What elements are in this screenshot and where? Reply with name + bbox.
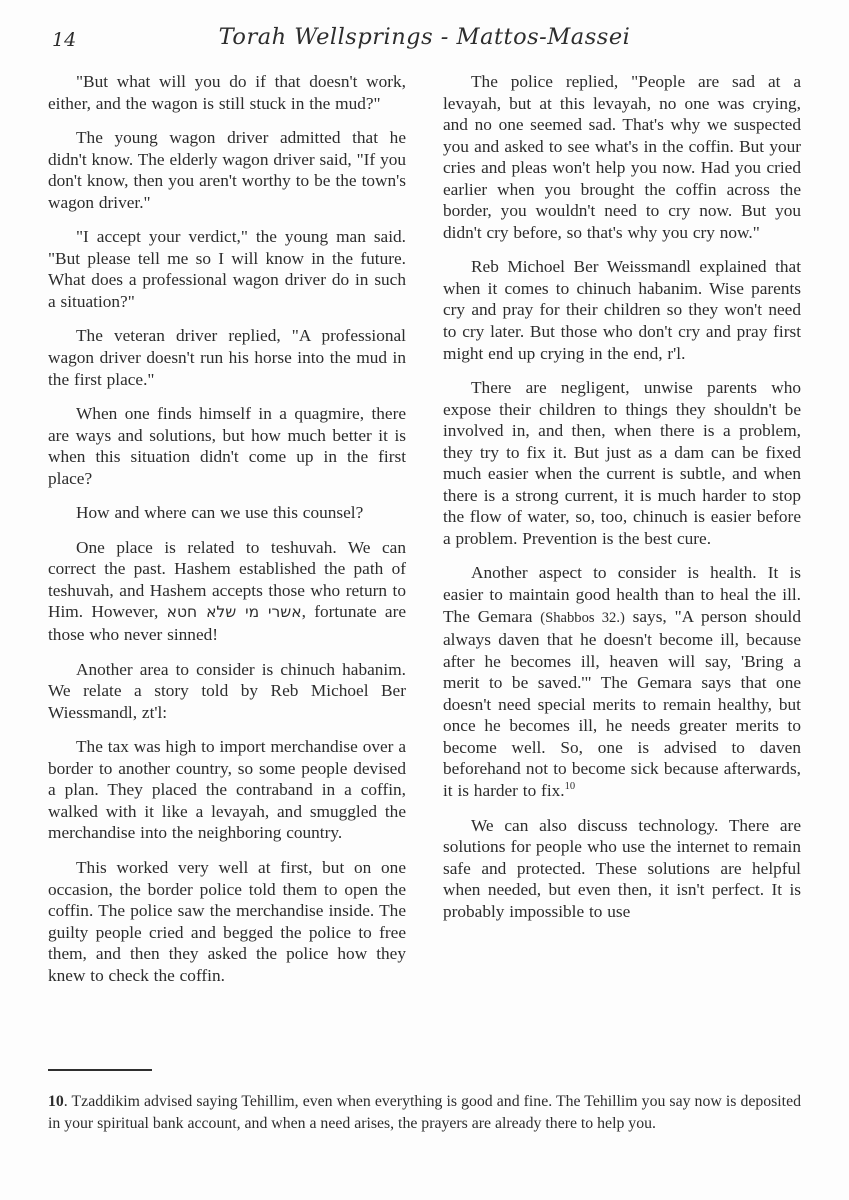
left-column (48, 71, 406, 999)
paragraph: The police replied, "People are sad at a levayah, but at this levayah, no one was crying, and no one seemed sad. That's why we suspected you and asked to see what's in the coffin. But your cries and pleas won't help you now. Had you cried earlier when you brought the coffin across the border, you wouldn't need to cry now. But you didn't cry before, so that's why you cry now." (443, 72, 801, 242)
two-column-body (48, 71, 801, 999)
paragraph: There are negligent, unwise parents who expose their children to things they shouldn't be involved in, and then, when there is a problem, they try to fix it. But just as a dam can be fixed much easier when the current is subtle, and when there is a strong current, it is much harder to stop the flow of water, so, too, chinuch is easier before a problem. Prevention is the best cure. (443, 378, 801, 548)
footnote-text: . Tzaddikim advised saying Tehillim, even when everything is good and fine. The Tehillim you say now is deposited in your spiritual bank account, and when a need arises, the prayers are already there to help you. (48, 1093, 801, 1132)
page-header (48, 24, 801, 58)
paragraph: We can also discuss technology. There are solutions for people who use the internet to remain safe and protected. These solutions are helpful when needed, but even then, it isn't perfect. It is probably impossible to use (443, 815, 801, 921)
paragraph: The tax was high to import merchandise over a border to another country, so some people devised a plan. They placed the contraband in a coffin, walked with it like a levayah, and smuggled the merchandise into the neighboring country. (48, 737, 406, 843)
paragraph: How and where can we use this counsel? (76, 503, 364, 523)
page-number: 14 (52, 29, 77, 51)
footnote (48, 1091, 801, 1134)
paragraph: This worked very well at first, but on one occasion, the border police told them to open the coffin. The police saw the merchandise inside. The guilty people cried and begged the police to free them, and then they asked the police how they knew to check the coffin. (48, 857, 406, 985)
paragraph: Reb Michoel Ber Weissmandl explained that when it comes to chinuch habanim. Wise parents cry and pray for their children so they won't need to cry later. But those who don't cry and pray first might end up crying in the end, r'l. (443, 257, 801, 363)
paragraph: When one finds himself in a quagmire, there are ways and solutions, but how much better it is when this situation didn't come up in the first place? (48, 404, 406, 488)
footnote-separator (48, 1069, 152, 1071)
paragraph: The veteran driver replied, "A professional wagon driver doesn't run his horse into the mud in the first place." (48, 326, 406, 389)
paragraph: One place is related to teshuvah. We can correct the past. Hashem established the path of teshuvah, and Hashem accepts those who return to Him. However, אשרי מי שלא חטא, fortunate are those who never sinned! (48, 537, 407, 645)
right-column (443, 71, 801, 999)
footnote-number: 10 (48, 1093, 64, 1110)
paragraph: "I accept your verdict," the young man said. "But please tell me so I will know in the future. What does a professional wagon driver do in such a situation?" (48, 227, 406, 311)
hebrew-phrase: אשרי מי שלא חטא (166, 603, 302, 622)
paragraph: "But what will you do if that doesn't work, either, and the wagon is still stuck in the mud?" (48, 72, 406, 113)
paragraph: Another aspect to consider is health. It is easier to maintain good health than to heal the ill. The Gemara (Shabbos 32.) says, "A person should always daven that he doesn't become ill, because after he becomes ill, heaven will say, 'Bring a merit to be saved.'" The Gemara says that one doesn't need special merits to remain healthy, but once he becomes ill, he needs greater merits to become well. So, one is advised to daven beforehand not to become sick because afterwards, it is harder to fix.$^{10}$ (443, 563, 801, 800)
footnote-reference: 10 (564, 781, 576, 793)
gemara-citation: (Shabbos 32.) (540, 609, 625, 626)
page-title: Torah Wellsprings - Mattos-Massei (218, 24, 631, 50)
paragraph: Another area to consider is chinuch habanim. We relate a story told by Reb Michoel Ber Wiessmandl, zt'l: (48, 659, 406, 722)
paragraph: The young wagon driver admitted that he didn't know. The elderly wagon driver said, "If you don't know, then you aren't worthy to be the town's wagon driver." (48, 128, 406, 212)
